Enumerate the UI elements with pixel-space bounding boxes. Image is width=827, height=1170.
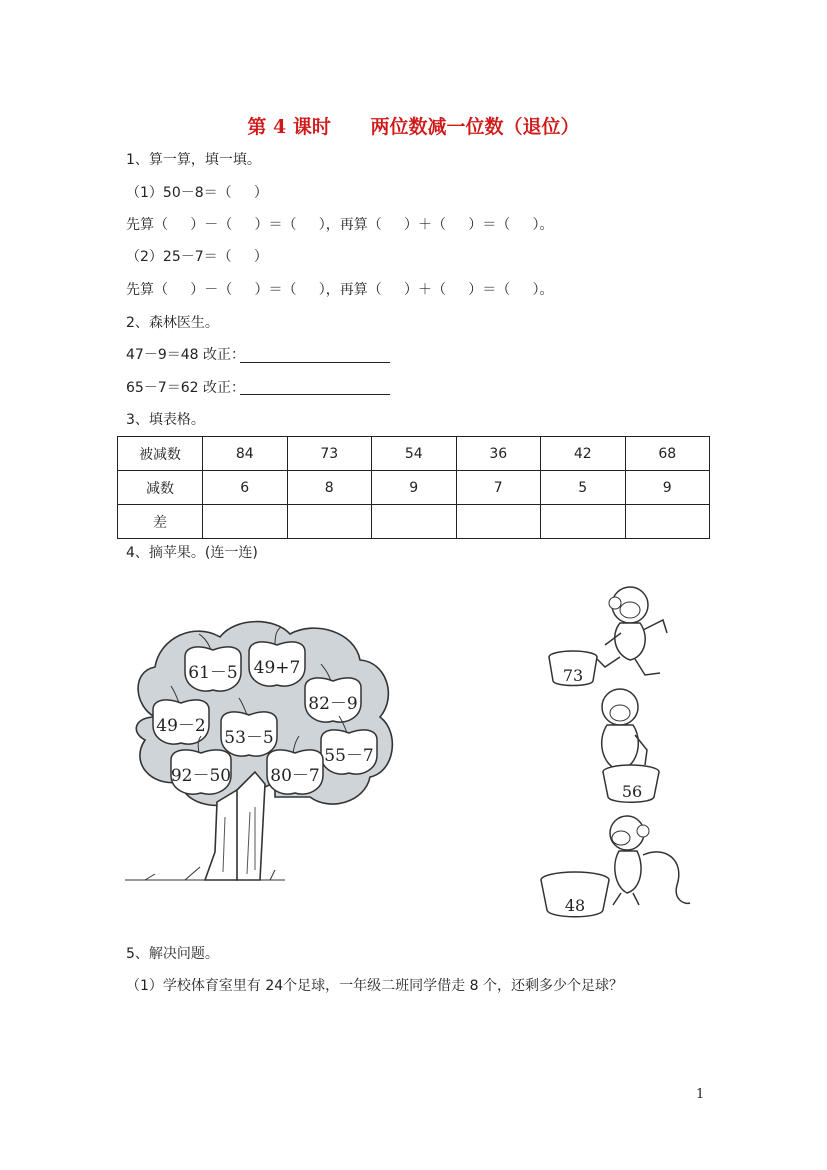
apple-label: 82－9	[308, 694, 358, 714]
row-label: 差	[118, 505, 203, 539]
q3-heading: 3、填表格。	[126, 412, 205, 428]
tub-label: 56	[621, 782, 643, 801]
table-cell: 54	[372, 437, 457, 471]
table-cell: 9	[372, 471, 457, 505]
apple-label: 80－7	[270, 766, 320, 786]
answer-cell[interactable]	[625, 505, 710, 539]
q2-answer-line-1[interactable]	[240, 362, 390, 363]
table-cell: 9	[625, 471, 710, 505]
q1-a-expression: （1）50－8＝（ ）	[126, 185, 268, 201]
tub[interactable]	[549, 651, 597, 686]
table-cell: 68	[625, 437, 710, 471]
apple-label: 92－50	[170, 766, 232, 786]
tub[interactable]	[603, 765, 659, 802]
apple-label: 49+7	[253, 658, 301, 678]
answer-cell[interactable]	[372, 505, 457, 539]
tub-label: 73	[562, 666, 584, 685]
q5-problem-1: （1）学校体育室里有 24个足球，一年级二班同学借走 8 个，还剩多少个足球？	[126, 978, 623, 994]
q2-answer-line-2[interactable]	[240, 394, 390, 395]
table-cell: 84	[203, 437, 288, 471]
subtraction-table	[117, 436, 710, 539]
q1-heading: 1、算一算，填一填。	[126, 152, 261, 168]
monkey-icon	[602, 689, 647, 771]
table-cell: 73	[287, 437, 372, 471]
apple-label: 53－5	[224, 728, 274, 748]
apple-label: 49－2	[156, 716, 206, 736]
page-number: 1	[696, 1087, 705, 1102]
answer-cell[interactable]	[541, 505, 626, 539]
tub-label: 48	[564, 896, 586, 915]
table-cell: 6	[203, 471, 288, 505]
q1-b-expression: （2）25－7＝（ ）	[126, 249, 268, 265]
answer-cell[interactable]	[456, 505, 541, 539]
table-cell: 8	[287, 471, 372, 505]
q4-heading: 4、摘苹果。(连一连)	[126, 545, 258, 561]
q2-line-2: 65－7＝62 改正：	[126, 380, 245, 396]
tub[interactable]	[541, 872, 609, 917]
table-cell: 5	[541, 471, 626, 505]
q1-b-steps: 先算（ ）－（ ）＝（ ），再算（ ）＋（ ）＝（ ）。	[126, 282, 554, 298]
monkey-icon	[595, 587, 667, 675]
monkey-icon	[610, 816, 690, 905]
table-cell: 7	[456, 471, 541, 505]
table-row	[118, 505, 710, 539]
table-cell: 36	[456, 437, 541, 471]
table-cell: 42	[541, 437, 626, 471]
q5-heading: 5、解决问题。	[126, 946, 219, 962]
apple-tree-illustration	[125, 612, 405, 892]
row-label: 减数	[118, 471, 203, 505]
monkeys-illustration	[535, 575, 695, 925]
apple-label: 55－7	[324, 746, 374, 766]
row-label: 被减数	[118, 437, 203, 471]
q2-heading: 2、森林医生。	[126, 315, 219, 331]
table-row	[118, 471, 710, 505]
answer-cell[interactable]	[203, 505, 288, 539]
answer-cell[interactable]	[287, 505, 372, 539]
page-title: 第 4 课时 两位数减一位数（退位）	[247, 116, 580, 138]
q2-line-1: 47－9＝48 改正：	[126, 347, 245, 363]
q1-a-steps: 先算（ ）－（ ）＝（ ），再算（ ）＋（ ）＝（ ）。	[126, 217, 554, 233]
table-row	[118, 437, 710, 471]
apple-label: 61－5	[188, 663, 238, 683]
